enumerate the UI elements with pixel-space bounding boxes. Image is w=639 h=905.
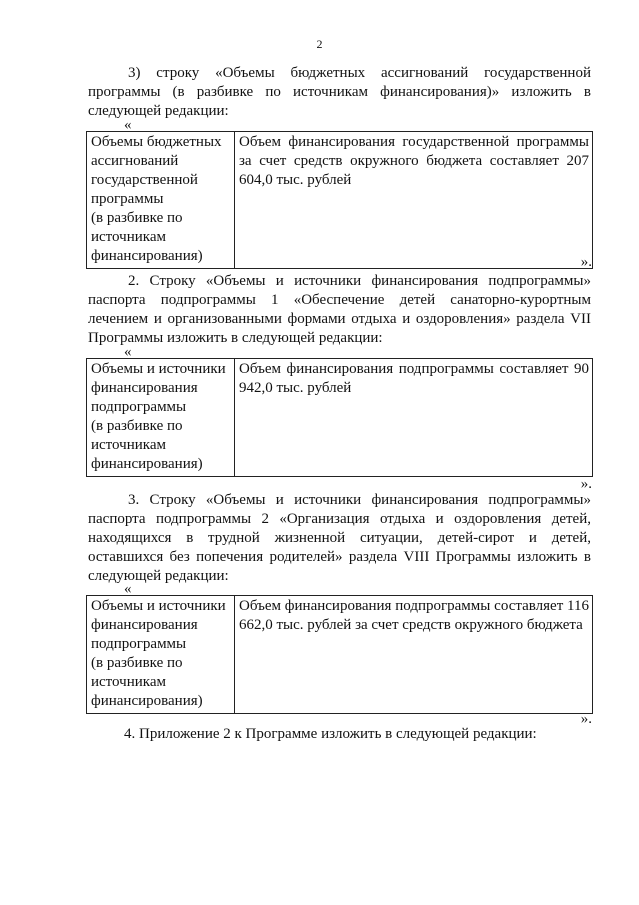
table-row: [87, 596, 593, 714]
section3-table-label: Объемы и источники финансирования подпрограммы (в разбивке по источникам финансирования): [87, 596, 235, 714]
section1-table-value: Объем финансирования государственной программы за счет средств окружного бюджета составляет 207 604,0 тыс. рублей: [235, 132, 593, 269]
table-row: [87, 359, 593, 477]
section1-open-quote: «: [124, 117, 132, 133]
section1-intro: [88, 64, 591, 121]
section1-intro-text: 3) строку «Объемы бюджетных ассигнований государственной программы (в разбивке по источникам финансирования)» изложить в следующей редакции:: [88, 65, 591, 119]
section2-close-quote: ».: [580, 476, 592, 492]
section3-table-value: Объем финансирования подпрограммы составляет 116 662,0 тыс. рублей за счет средств окружного бюджета: [235, 596, 593, 714]
section3-open-quote: «: [124, 581, 132, 597]
section3-intro-text: 3. Строку «Объемы и источники финансирования подпрограммы» паспорта подпрограммы 2 «Организация отдыха и оздоровления детей, находящихся в трудной жизненной ситуации, детей-сирот и детей, оставшихся без попечения родителей» раздела VIII Программы изложить в следующей редакции:: [88, 492, 591, 584]
section2-intro-text: 2. Строку «Объемы и источники финансирования подпрограммы» паспорта подпрограммы 1 «Обеспечение детей санаторно-курортным лечением и организованными формами отдыха и оздоровления» раздела VII Программы изложить в следующей редакции:: [88, 273, 591, 346]
page-number: 2: [316, 37, 323, 51]
section3-close-quote: ».: [580, 711, 592, 727]
section2-table-label: Объемы и источники финансирования подпрограммы (в разбивке по источникам финансирования): [87, 359, 235, 477]
section3-table: [86, 595, 593, 714]
section1-close-quote: ».: [580, 254, 592, 270]
section3-intro: [88, 491, 591, 586]
section4-text: 4. Приложение 2 к Программе изложить в следующей редакции:: [124, 726, 537, 742]
section1-table-label: Объемы бюджетных ассигнований государственной программы (в разбивке по источникам финансирования): [87, 132, 235, 269]
section2-table: [86, 358, 593, 477]
section1-table: [86, 131, 593, 269]
section2-intro: [88, 272, 591, 348]
table-row: [87, 132, 593, 269]
section2-open-quote: «: [124, 344, 132, 360]
section2-table-value: Объем финансирования подпрограммы составляет 90 942,0 тыс. рублей: [235, 359, 593, 477]
